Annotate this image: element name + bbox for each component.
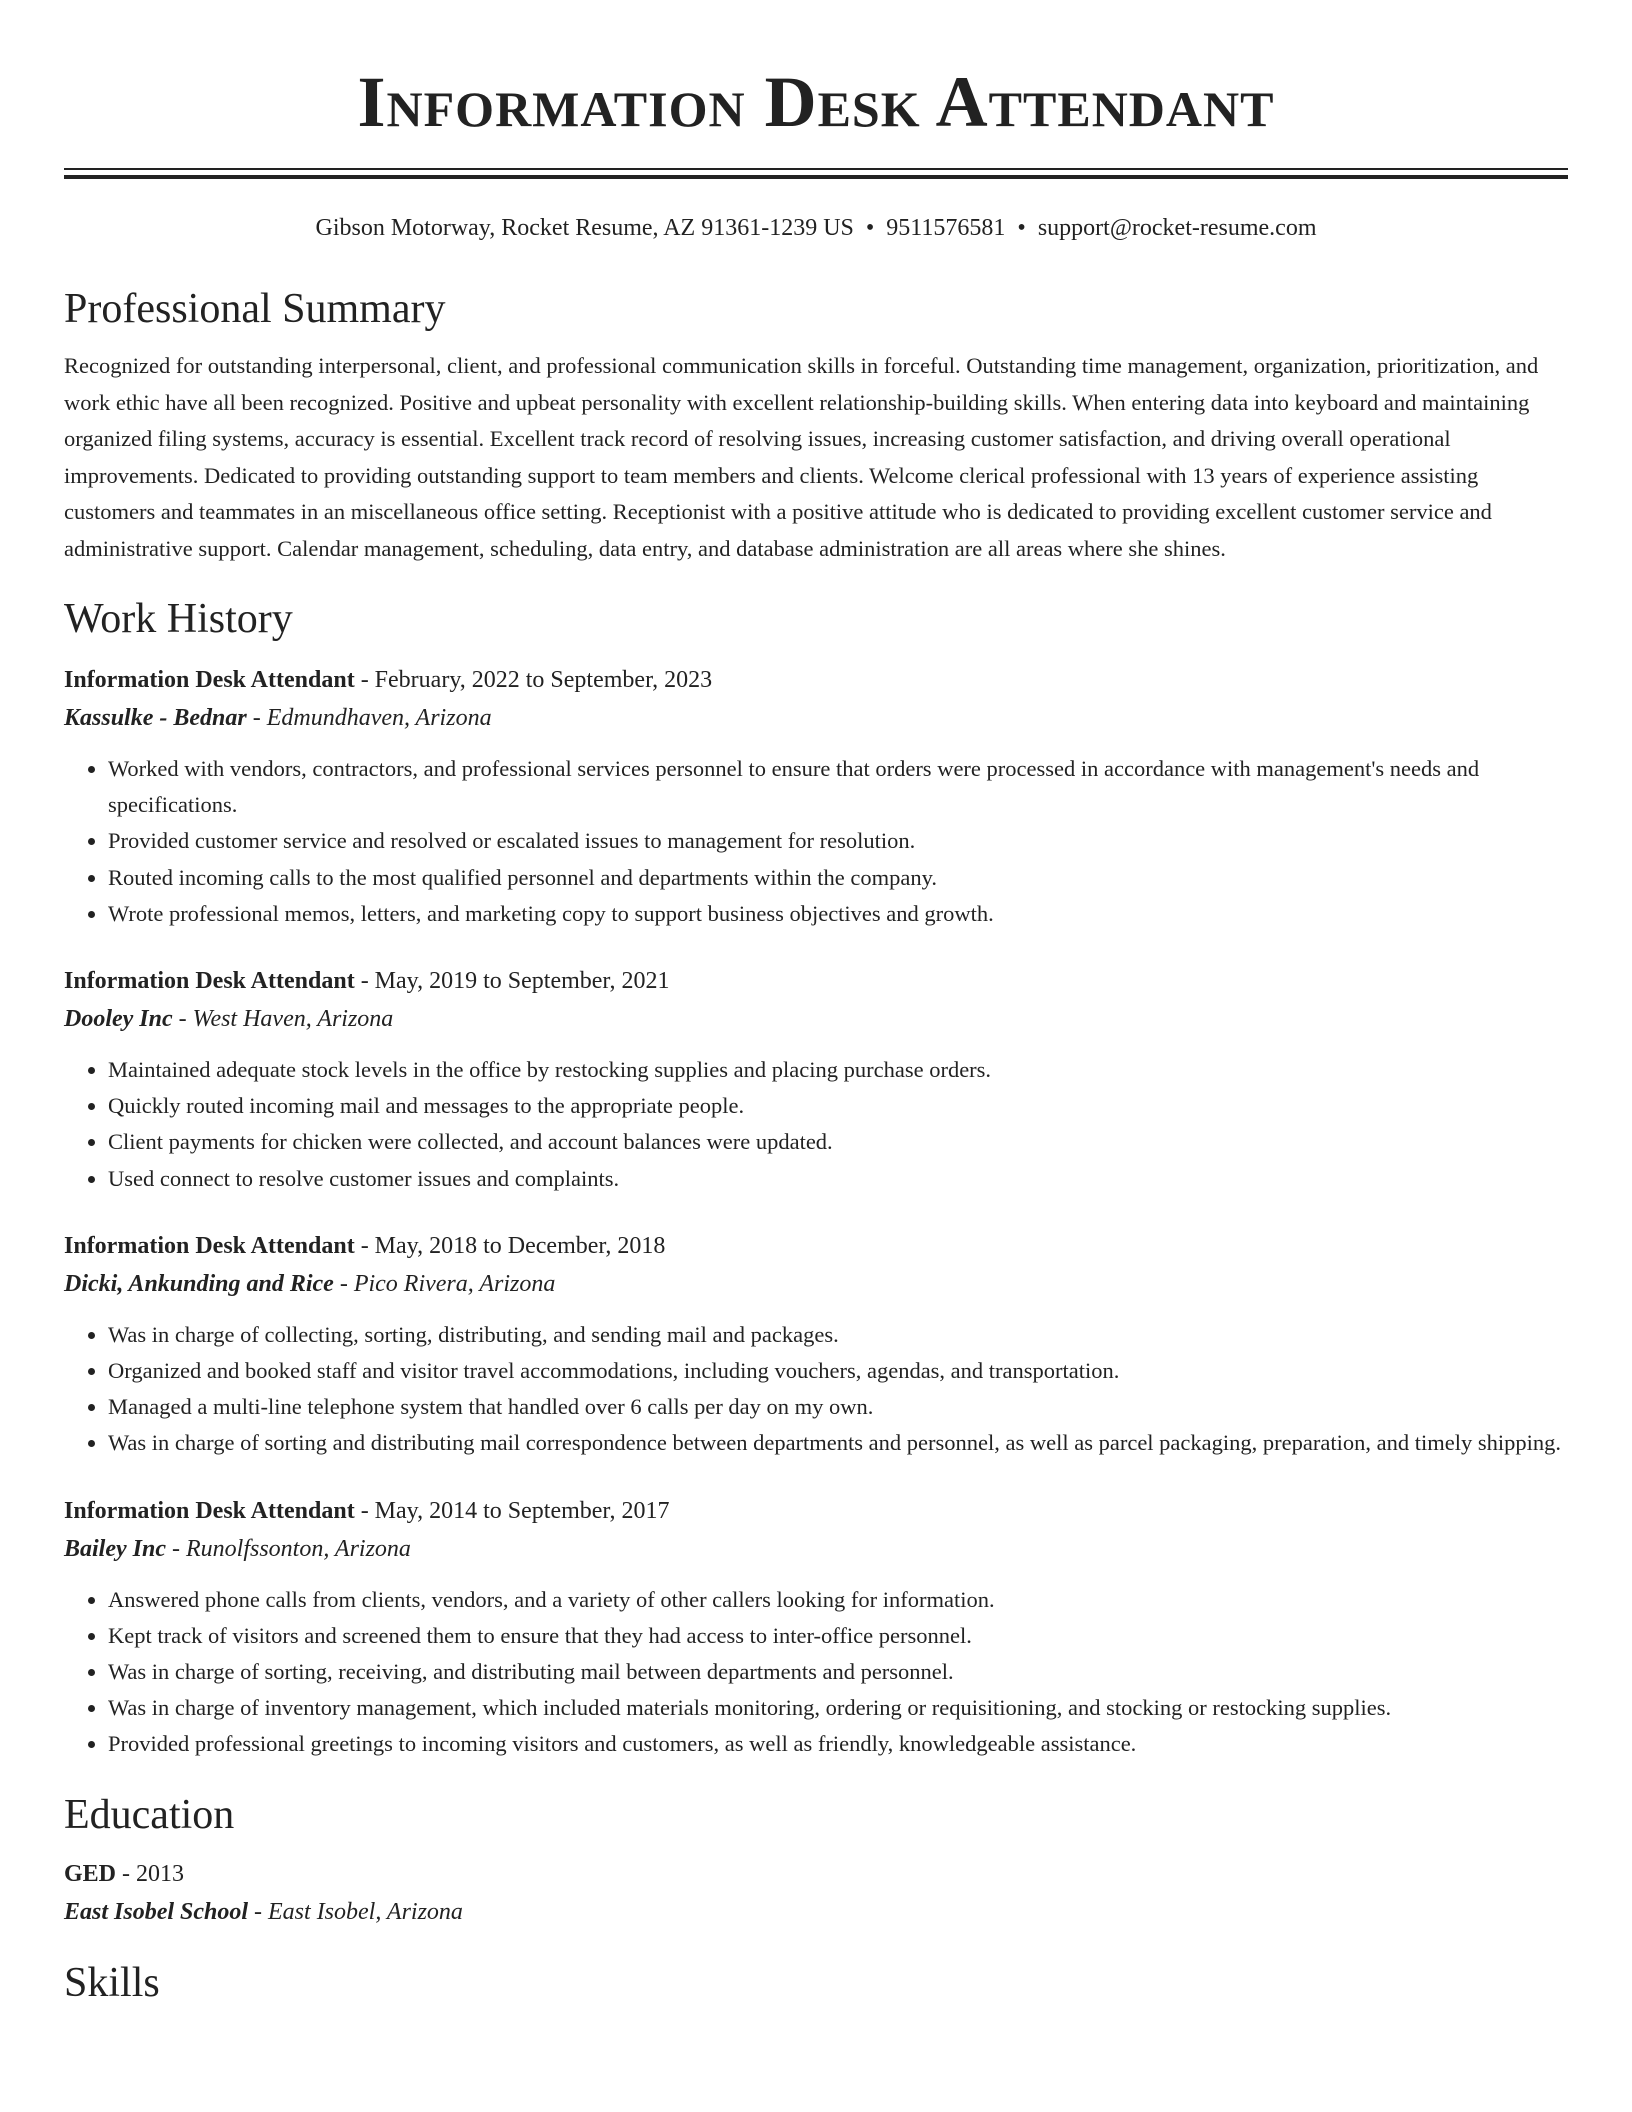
job-dates: - May, 2018 to December, 2018 xyxy=(354,1232,666,1259)
list-item: • Was in charge of inventory management, which included materials monitoring, ordering or requisitioning, and stocking or restocking supplies. xyxy=(108,1690,1568,1726)
job-location: - Edmundhaven, Arizona xyxy=(246,705,492,731)
job-company-line xyxy=(64,1000,1568,1038)
job-location: - Runolfssonton, Arizona xyxy=(166,1535,411,1562)
education-year: - 2013 xyxy=(116,1860,185,1887)
job-title: Information Desk Attendant xyxy=(64,1497,355,1524)
job-company-line xyxy=(64,699,1568,737)
list-item: • Was in charge of sorting, receiving, and distributing mail between departments and personnel. xyxy=(108,1654,1568,1690)
list-item: • Answered phone calls from clients, vendors, and a variety of other callers looking for information. xyxy=(108,1582,1568,1618)
list-item: • Used connect to resolve customer issues and complaints. xyxy=(108,1161,1568,1197)
job-location: - West Haven, Arizona xyxy=(172,1006,394,1033)
contact-phone: 9511576581 xyxy=(886,215,1006,241)
job-header xyxy=(64,962,1568,1000)
list-item: • Maintained adequate stock levels in the office by restocking supplies and placing purchase orders. xyxy=(108,1052,1568,1088)
job-bullets xyxy=(64,1317,1568,1462)
list-item: • Kept track of visitors and screened them to ensure that they had access to inter-office personnel. xyxy=(108,1618,1568,1654)
job-entry xyxy=(64,661,1568,932)
list-item: • Client payments for chicken were collected, and account balances were updated. xyxy=(108,1124,1568,1160)
job-location: - Pico Rivera, Arizona xyxy=(333,1270,556,1297)
list-item: • Provided customer service and resolved or escalated issues to management for resolution. xyxy=(108,823,1568,859)
resume-name: Information Desk Attendant xyxy=(357,62,1275,142)
header-divider xyxy=(64,168,1568,179)
job-company: Dooley Inc xyxy=(64,1006,173,1033)
job-title: Information Desk Attendant xyxy=(64,667,355,693)
job-company: Dicki, Ankunding and Rice xyxy=(64,1270,334,1297)
job-entry xyxy=(64,1227,1568,1462)
job-company: Kassulke - Bednar xyxy=(64,705,247,731)
job-title: Information Desk Attendant xyxy=(64,968,355,995)
contact-address: Gibson Motorway, Rocket Resume, AZ 91361-1239 US xyxy=(315,215,854,241)
contact-separator: • xyxy=(1017,215,1026,241)
education-school: East Isobel School xyxy=(64,1898,249,1925)
list-item: • Worked with vendors, contractors, and professional services personnel to ensure that orders were processed in accordance with management's needs and specifications. xyxy=(108,751,1568,823)
job-company: Bailey Inc xyxy=(64,1535,166,1562)
skills-heading: Skills xyxy=(64,1959,160,2006)
summary-heading: Professional Summary xyxy=(64,286,446,332)
education-school-line xyxy=(64,1893,1568,1931)
contact-separator: • xyxy=(865,215,875,241)
job-bullets xyxy=(64,1582,1568,1763)
education-location: - East Isobel, Arizona xyxy=(248,1898,463,1925)
list-item: • Organized and booked staff and visitor travel accommodations, including vouchers, agendas, and transportation. xyxy=(108,1353,1568,1389)
list-item: • Was in charge of collecting, sorting, distributing, and sending mail and packages. xyxy=(108,1317,1568,1353)
contact-line xyxy=(64,213,1568,243)
job-header xyxy=(64,1227,1568,1265)
job-dates: - May, 2014 to September, 2017 xyxy=(354,1497,670,1524)
list-item: • Quickly routed incoming mail and messages to the appropriate people. xyxy=(108,1088,1568,1124)
list-item: • Provided professional greetings to incoming visitors and customers, as well as friendly, knowledgeable assistance. xyxy=(108,1726,1568,1762)
job-company-line xyxy=(64,1265,1568,1303)
list-item: • Routed incoming calls to the most qualified personnel and departments within the company. xyxy=(108,860,1568,896)
education-header xyxy=(64,1855,1568,1893)
job-company-line xyxy=(64,1530,1568,1568)
education-degree: GED xyxy=(64,1860,117,1887)
contact-email: support@rocket-resume.com xyxy=(1037,215,1317,241)
list-item: • Wrote professional memos, letters, and marketing copy to support business objectives and growth. xyxy=(108,896,1568,932)
summary-text: Recognized for outstanding interpersonal, client, and professional communication skills in forceful. Outstanding time management, organization, prioritization, and work ethic have all been recognized. Positive and upbeat personality with excellent relationship-building skills. When entering data into keyboard and maintaining organized filing systems, accuracy is essential. Excellent track record of resolving issues, increasing customer satisfaction, and driving overall operational improvements. Dedicated to providing outstanding support to team members and clients. Welcome clerical professional with 13 years of experience assisting customers and teammates in an miscellaneous office setting. Receptionist with a positive attitude who is dedicated to providing excellent customer service and administrative support. Calendar management, scheduling, data entry, and database administration are all areas where she shines. xyxy=(64,353,1539,561)
job-dates: - February, 2022 to September, 2023 xyxy=(354,667,713,693)
work-history-heading: Work History xyxy=(64,596,293,642)
job-dates: - May, 2019 to September, 2021 xyxy=(354,968,670,995)
job-title: Information Desk Attendant xyxy=(64,1232,355,1259)
job-header xyxy=(64,661,1568,699)
list-item: • Was in charge of sorting and distributing mail correspondence between departments and personnel, as well as parcel packaging, preparation, and timely shipping. xyxy=(108,1425,1568,1461)
job-bullets xyxy=(64,1052,1568,1197)
education-heading: Education xyxy=(64,1791,235,1838)
list-item: • Managed a multi-line telephone system that handled over 6 calls per day on my own. xyxy=(108,1389,1568,1425)
job-bullets xyxy=(64,751,1568,932)
job-entry xyxy=(64,1492,1568,1763)
job-header xyxy=(64,1492,1568,1530)
job-entry xyxy=(64,962,1568,1197)
